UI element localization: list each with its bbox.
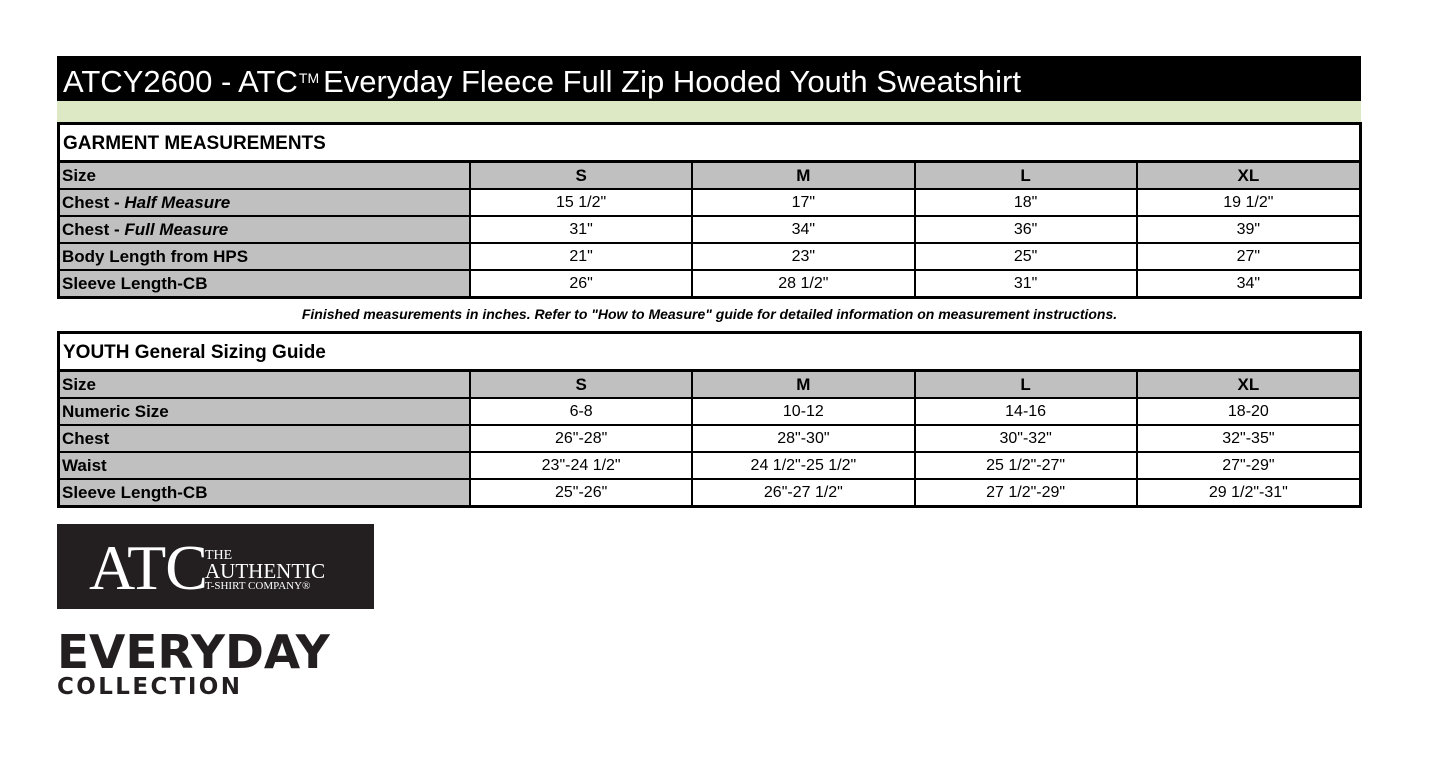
measurement-note: Finished measurements in inches. Refer to "How to Measure" guide for detailed information on measurement instructions. xyxy=(301,306,1118,322)
cell: 31" xyxy=(470,216,692,243)
page-title xyxy=(57,56,1361,101)
row-label: Chest - Half Measure xyxy=(60,189,470,216)
atc-logo-wordmark: THE AUTHENTIC T-SHIRT COMPANY® xyxy=(205,548,326,592)
cell: 27" xyxy=(1137,243,1359,270)
atc-logo-mark: ATC xyxy=(89,532,207,603)
cell: 14-16 xyxy=(915,398,1137,425)
title-rest: Everyday Fleece Full Zip Hooded Youth Sweatshirt xyxy=(323,64,1021,99)
size-l: L xyxy=(915,163,1137,189)
cell: 15 1/2" xyxy=(470,189,692,216)
cell: 24 1/2"-25 1/2" xyxy=(692,452,914,479)
cell: 23" xyxy=(692,243,914,270)
size-m: M xyxy=(692,163,914,189)
cell: 27 1/2"-29" xyxy=(915,479,1137,505)
table-row xyxy=(60,479,1359,505)
everyday-wordmark: EVERYDAY xyxy=(57,625,330,679)
cell: 6-8 xyxy=(470,398,692,425)
table-row xyxy=(60,398,1359,425)
cell: 26"-28" xyxy=(470,425,692,452)
size-s: S xyxy=(470,372,692,398)
table-row xyxy=(60,425,1359,452)
accent-strip xyxy=(57,101,1361,122)
row-label: Numeric Size xyxy=(60,398,470,425)
cell: 26"-27 1/2" xyxy=(692,479,914,505)
table-row xyxy=(60,452,1359,479)
atc-logo xyxy=(57,524,374,609)
youth-size-row xyxy=(60,372,1359,398)
cell: 31" xyxy=(915,270,1137,296)
cell: 26" xyxy=(470,270,692,296)
row-label: Body Length from HPS xyxy=(60,243,470,270)
title-main: ATCY2600 - ATC xyxy=(63,64,298,99)
cell: 23"-24 1/2" xyxy=(470,452,692,479)
trademark-mark: TM xyxy=(298,70,320,86)
cell: 28 1/2" xyxy=(692,270,914,296)
cell: 28"-30" xyxy=(692,425,914,452)
size-l: L xyxy=(915,372,1137,398)
collection-wordmark: COLLECTION xyxy=(57,674,243,700)
cell: 30"-32" xyxy=(915,425,1137,452)
cell: 18-20 xyxy=(1137,398,1359,425)
size-m: M xyxy=(692,372,914,398)
size-xl: XL xyxy=(1137,372,1359,398)
size-xl: XL xyxy=(1137,163,1359,189)
table-row xyxy=(60,189,1359,216)
cell: 25"-26" xyxy=(470,479,692,505)
garment-size-row xyxy=(60,163,1359,189)
row-label: Sleeve Length-CB xyxy=(60,479,470,505)
cell: 21" xyxy=(470,243,692,270)
cell: 17" xyxy=(692,189,914,216)
table-row xyxy=(60,243,1359,270)
cell: 34" xyxy=(1236,275,1261,292)
youth-grid xyxy=(60,372,1359,505)
cell: 39" xyxy=(1137,216,1359,243)
cell: 29 1/2"-31" xyxy=(1208,484,1288,501)
youth-sizing-table xyxy=(57,331,1362,508)
size-label: Size xyxy=(60,372,470,398)
garment-measurements-table xyxy=(57,122,1362,299)
row-label: Sleeve Length-CB xyxy=(60,270,470,296)
garment-heading: GARMENT MEASUREMENTS xyxy=(60,125,1359,163)
table-row xyxy=(60,216,1359,243)
cell: 32"-35" xyxy=(1137,425,1359,452)
cell: 18" xyxy=(915,189,1137,216)
cell: 27"-29" xyxy=(1137,452,1359,479)
cell: 10-12 xyxy=(692,398,914,425)
size-label: Size xyxy=(60,163,470,189)
cell: 25" xyxy=(915,243,1137,270)
youth-heading: YOUTH General Sizing Guide xyxy=(60,334,1359,372)
cell: 25 1/2"-27" xyxy=(915,452,1137,479)
row-label: Chest - Full Measure xyxy=(60,216,470,243)
everyday-collection-logo xyxy=(57,625,377,700)
row-label: Chest xyxy=(60,425,470,452)
cell: 34" xyxy=(692,216,914,243)
table-row xyxy=(60,270,1359,296)
cell: 19 1/2" xyxy=(1137,189,1359,216)
row-label: Waist xyxy=(60,452,470,479)
cell: 36" xyxy=(915,216,1137,243)
garment-grid xyxy=(60,163,1359,296)
size-s: S xyxy=(470,163,692,189)
